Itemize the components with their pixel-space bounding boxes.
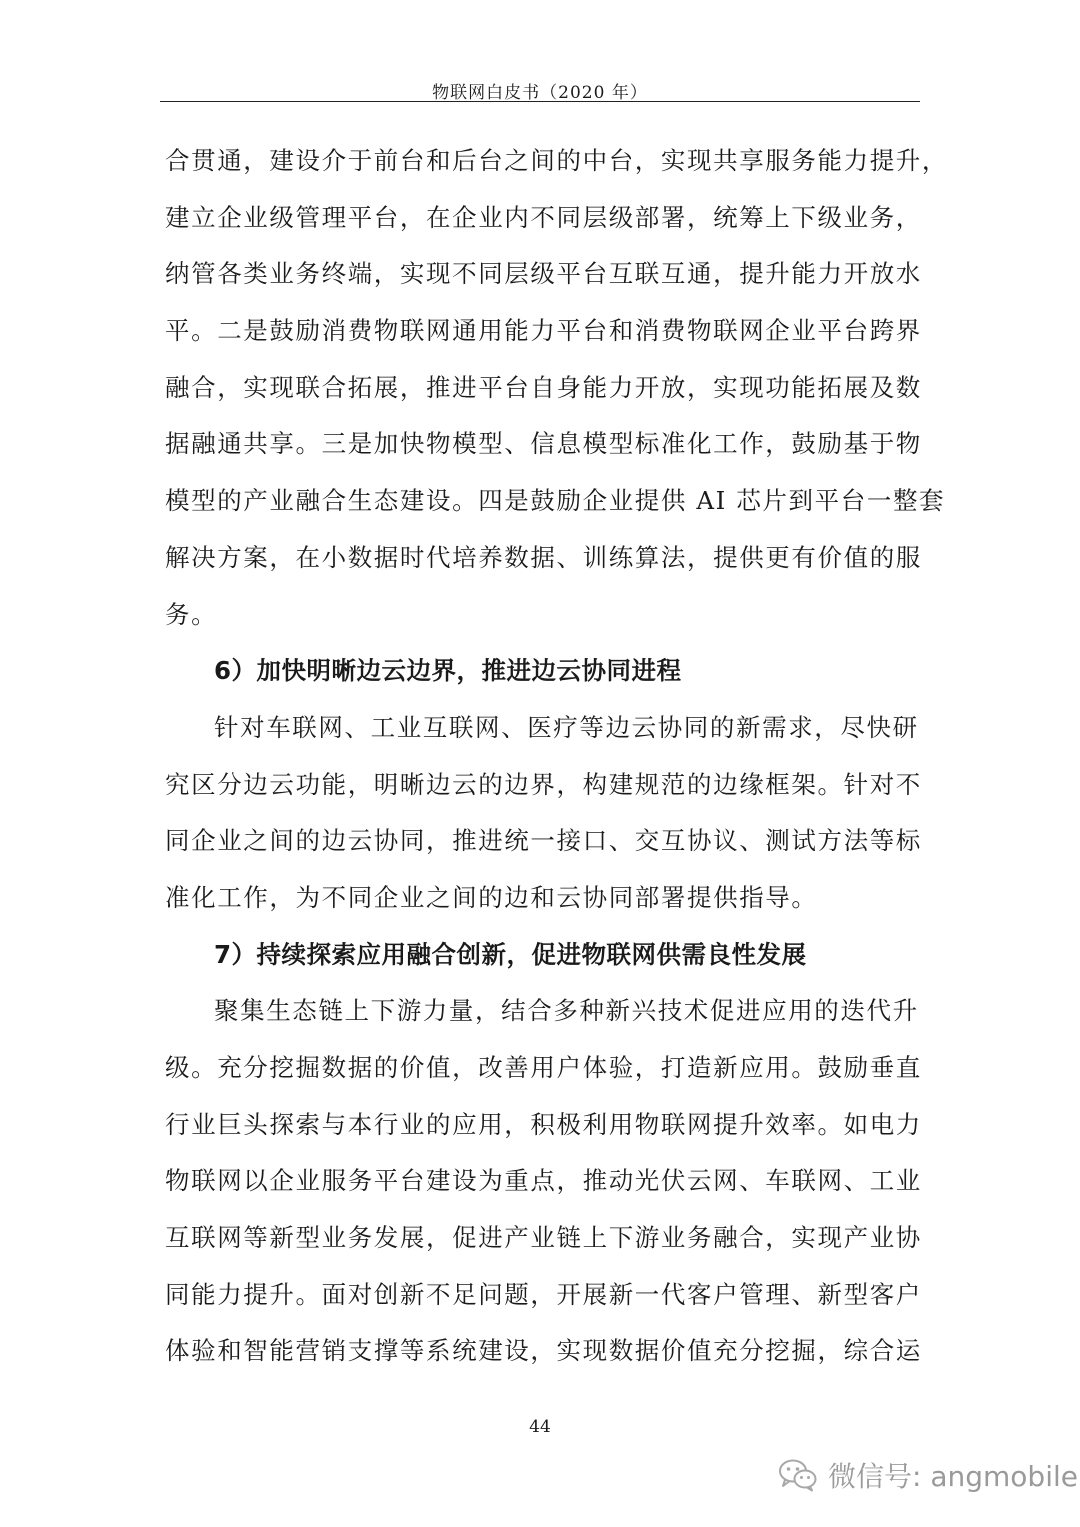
text-line: 聚集生态链上下游力量，结合多种新兴技术促进应用的迭代升 (214, 996, 919, 1026)
text-line: 解决方案，在小数据时代培养数据、训练算法，提供更有价值的服 (165, 542, 922, 572)
text-line: 体验和智能营销支撑等系统建设，实现数据价值充分挖掘，综合运 (165, 1336, 922, 1366)
section-heading-7: 7）持续探索应用融合创新，促进物联网供需良性发展 (214, 939, 807, 969)
text-line: 据融通共享。三是加快物模型、信息模型标准化工作，鼓励基于物 (165, 429, 922, 459)
document-body (165, 133, 948, 1380)
header-divider (160, 101, 920, 102)
text-line: 同企业之间的边云协同，推进统一接口、交互协议、测试方法等标 (165, 826, 922, 856)
text-line: 级。充分挖掘数据的价值，改善用户体验，打造新应用。鼓励垂直 (165, 1053, 922, 1082)
page-header-title: 物联网白皮书（2020 年） (432, 83, 648, 103)
wechat-watermark (778, 1453, 1078, 1497)
text-line: 准化工作，为不同企业之间的边和云协同部署提供指导。 (165, 882, 818, 912)
text-line: 同能力提升。面对创新不足问题，开展新一代客户管理、新型客户 (165, 1279, 922, 1309)
section-heading-6: 6）加快明晰边云边界，推进边云协同进程 (214, 656, 682, 686)
text-line: 互联网等新型业务发展，促进产业链上下游业务融合，实现产业协 (165, 1223, 922, 1253)
text-line: 建立企业级管理平台，在企业内不同层级部署，统筹上下级业务， (165, 202, 922, 232)
text-line: 针对车联网、工业互联网、医疗等边云协同的新需求，尽快研 (214, 712, 919, 742)
text-line: 物联网以企业服务平台建设为重点，推动光伏云网、车联网、工业 (165, 1166, 922, 1196)
text-line: 合贯通，建设介于前台和后台之间的中台，实现共享服务能力提升， (165, 146, 948, 175)
text-line: 模型的产业融合生态建设。四是鼓励企业提供 AI 芯片到平台一整套 (165, 486, 946, 516)
text-line: 平。二是鼓励消费物联网通用能力平台和消费物联网企业平台跨界 (165, 316, 922, 346)
page-number: 44 (529, 1417, 551, 1437)
text-line: 务。 (165, 599, 218, 629)
wechat-icon (778, 1458, 818, 1492)
text-line: 行业巨头探索与本行业的应用，积极利用物联网提升效率。如电力 (165, 1109, 922, 1139)
watermark-text: 微信号: angmobile (828, 1460, 1078, 1493)
text-line: 融合，实现联合拓展，推进平台自身能力开放，实现功能拓展及数 (165, 372, 922, 402)
text-line: 究区分边云功能，明晰边云的边界，构建规范的边缘框架。针对不 (165, 769, 922, 799)
text-line: 纳管各类业务终端，实现不同层级平台互联互通，提升能力开放水 (165, 259, 922, 289)
